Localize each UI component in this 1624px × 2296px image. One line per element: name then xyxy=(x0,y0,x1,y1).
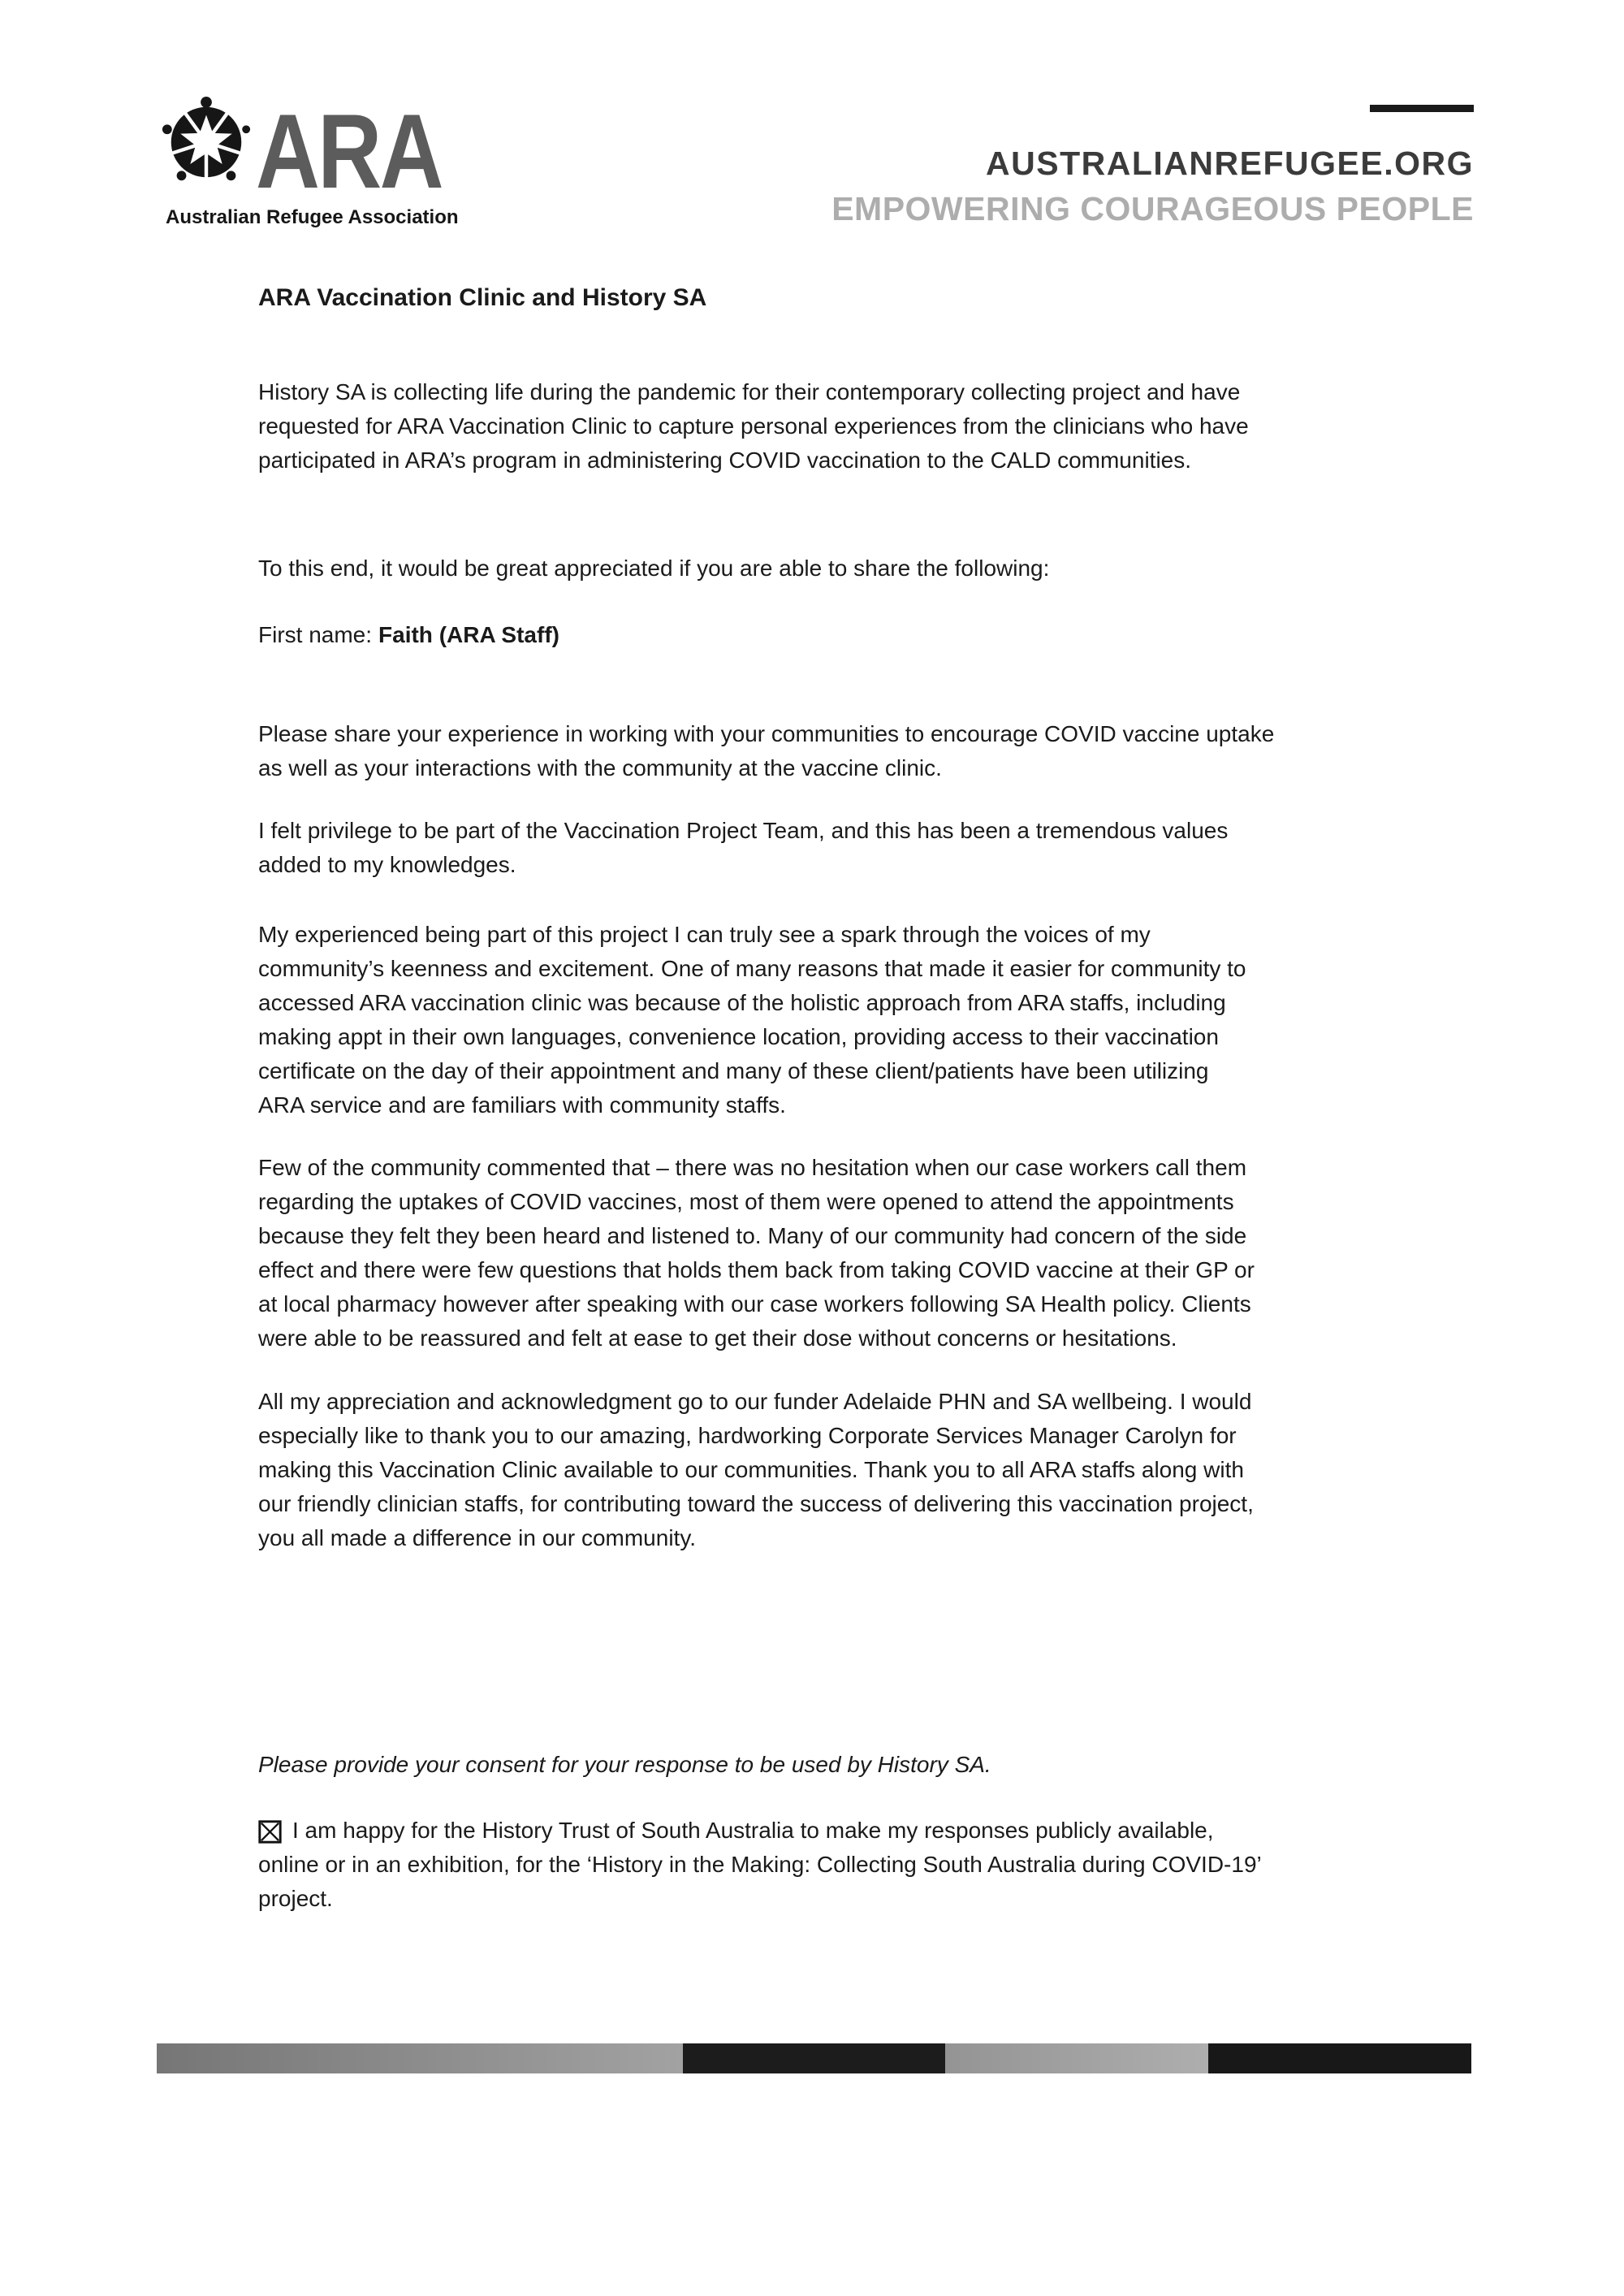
text-line: To this end, it would be great appreciated if you are able to share the following: xyxy=(258,556,1050,581)
consent-prompt xyxy=(258,1748,991,1782)
checkbox-checked-icon xyxy=(258,1820,282,1844)
text-line: at local pharmacy however after speaking with our case workers following SA Health policy. Clients xyxy=(258,1291,1251,1317)
website-text: AUSTRALIANREFUGEE.ORG xyxy=(986,145,1474,182)
tagline-text: EMPOWERING COURAGEOUS PEOPLE xyxy=(831,190,1474,227)
text-line: Please share your experience in working with your communities to encourage COVID vaccine uptake xyxy=(258,721,1275,746)
text-line: My experienced being part of this project I can truly see a spark through the voices of my xyxy=(258,922,1151,947)
text-line: making this Vaccination Clinic available to our communities. Thank you to all ARA staffs along with xyxy=(258,1457,1244,1482)
text-line: Few of the community commented that – there was no hesitation when our case workers call them xyxy=(258,1155,1247,1180)
text-line: certificate on the day of their appointment and many of these client/patients have been utilizing xyxy=(258,1058,1209,1083)
footer-bar-segment xyxy=(157,2043,683,2073)
text-line: community’s keenness and excitement. One of many reasons that made it easier for community to xyxy=(258,956,1246,981)
people-circle-emblem-icon xyxy=(158,94,254,190)
consent-paragraph xyxy=(258,1814,1262,1916)
text-line: All my appreciation and acknowledgment go to our funder Adelaide PHN and SA wellbeing. I would xyxy=(258,1389,1252,1414)
paragraph-prompt xyxy=(258,717,1274,785)
footer-bar-segment xyxy=(683,2043,946,2073)
paragraph-request xyxy=(258,551,1049,586)
text-line: making appt in their own languages, convenience location, providing access to their vaccination xyxy=(258,1024,1219,1049)
text-line: online or in an exhibition, for the ‘History in the Making: Collecting South Australia during COVID-19’ xyxy=(258,1852,1262,1877)
field-label: First name: xyxy=(258,622,373,647)
paragraph-response-1 xyxy=(258,814,1228,882)
text-line: participated in ARA’s program in administering COVID vaccination to the CALD communities. xyxy=(258,448,1192,473)
letterhead-right xyxy=(831,105,1474,228)
text-line: accessed ARA vaccination clinic was because of the holistic approach from ARA staffs, including xyxy=(258,990,1226,1015)
logo-caption: Australian Refugee Association xyxy=(166,206,459,228)
text-line: effect and there were few questions that holds them back from taking COVID vaccine at their GP or xyxy=(258,1257,1255,1282)
text-line: regarding the uptakes of COVID vaccines, most of them were opened to attend the appointments xyxy=(258,1189,1234,1214)
paragraph-intro xyxy=(258,375,1249,478)
paragraph-response-2 xyxy=(258,918,1246,1122)
text-line: Please provide your consent for your response to be used by History SA. xyxy=(258,1752,991,1777)
ara-logo xyxy=(158,94,477,229)
text-line: our friendly clinician staffs, for contributing toward the success of delivering this vaccination project, xyxy=(258,1491,1254,1516)
header-rule xyxy=(1370,105,1474,112)
text-line: because they felt they been heard and listened to. Many of our community had concern of the side xyxy=(258,1223,1247,1248)
first-name-field xyxy=(258,618,559,652)
document-title: ARA Vaccination Clinic and History SA xyxy=(258,284,707,311)
paragraph-response-4 xyxy=(258,1385,1254,1555)
text-line: ARA service and are familiars with community staffs. xyxy=(258,1092,786,1118)
text-line: I felt privilege to be part of the Vaccination Project Team, and this has been a tremendous values xyxy=(258,818,1229,843)
text-line: added to my knowledges. xyxy=(258,852,516,877)
text-line: I am happy for the History Trust of South Australia to make my responses publicly available, xyxy=(292,1818,1214,1843)
footer-grayscale-bar xyxy=(157,2043,1471,2073)
text-line: were able to be reassured and felt at ease to get their dose without concerns or hesitations. xyxy=(258,1325,1177,1351)
text-line: you all made a difference in our community. xyxy=(258,1525,697,1550)
text-line: History SA is collecting life during the pandemic for their contemporary collecting project and have xyxy=(258,379,1241,404)
logo-brand-text: ARA xyxy=(256,92,443,210)
footer-bar-segment xyxy=(945,2043,1208,2073)
field-value: Faith (ARA Staff) xyxy=(378,622,559,647)
text-line: especially like to thank you to our amazing, hardworking Corporate Services Manager Carolyn for xyxy=(258,1423,1237,1448)
paragraph-response-3 xyxy=(258,1151,1255,1356)
text-line: requested for ARA Vaccination Clinic to capture personal experiences from the clinicians who have xyxy=(258,413,1249,439)
text-line: project. xyxy=(258,1886,333,1911)
footer-bar-segment xyxy=(1208,2043,1471,2073)
text-line: as well as your interactions with the community at the vaccine clinic. xyxy=(258,755,942,780)
